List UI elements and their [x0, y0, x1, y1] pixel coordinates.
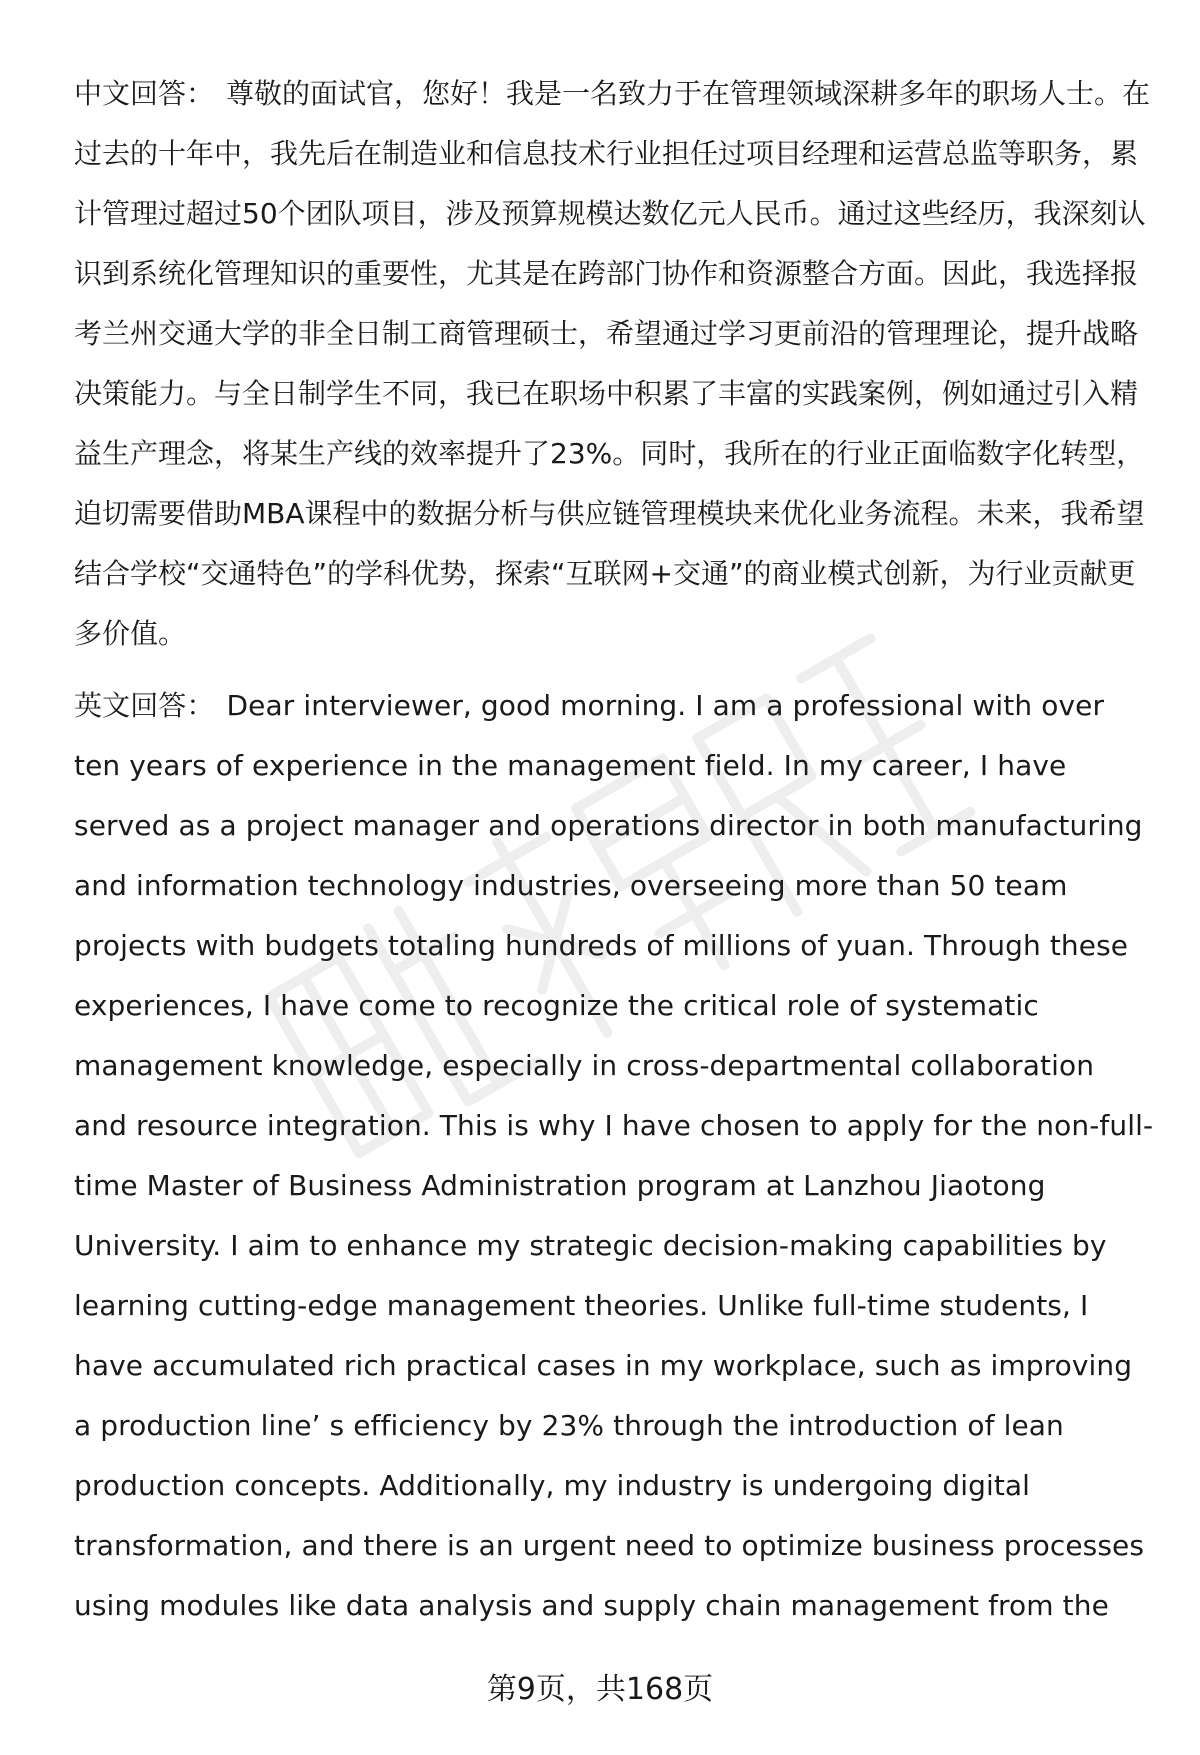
- chinese-answer-label: 中文回答：: [74, 77, 215, 110]
- english-answer-text: Dear interviewer, good morning. I am a professional with over ten years of experience in the management field. In my career, I have served as a project manager and operations director in both manufacturing and information technology industries, overseeing more than 50 team projects with budgets totaling hundreds of millions of yuan. Through these experiences, I have come to recognize the critical role of systematic management knowledge, especially in cross-departmental collaboration and resource integration. This is why I have chosen to apply for the non-full-time Master of Business Administration program at Lanzhou Jiaotong University. I aim to enhance my strategic decision-making capabilities by learning cutting-edge management theories. Unlike full-time students, I have accumulated rich practical cases in my workplace, such as improving a production line’ s efficiency by 23% through the introduction of lean production concepts. Additionally, my industry is undergoing digital transformation, and there is an urgent need to optimize business processes using modules like data analysis and supply chain management from the: [74, 689, 1154, 1622]
- chinese-answer-paragraph: [74, 64, 1154, 664]
- document-body: [74, 64, 1154, 1636]
- english-answer-paragraph: [74, 676, 1154, 1636]
- page-number-footer: 第9页，共168页: [486, 1672, 714, 1707]
- english-answer-label: 英文回答：: [74, 689, 215, 722]
- chinese-answer-text: 尊敬的面试官，您好！我是一名致力于在管理领域深耕多年的职场人士。在过去的十年中，我先后在制造业和信息技术行业担任过项目经理和运营总监等职务，累计管理过超过50个团队项目，涉及预算规模达数亿元人民币。通过这些经历，我深刻认识到系统化管理知识的重要性，尤其是在跨部门协作和资源整合方面。因此，我选择报考兰州交通大学的非全日制工商管理硕士，希望通过学习更前沿的管理理论，提升战略决策能力。与全日制学生不同，我已在职场中积累了丰富的实践案例，例如通过引入精益生产理念，将某生产线的效率提升了23%。同时，我所在的行业正面临数字化转型，迫切需要借助MBA课程中的数据分析与供应链管理模块来优化业务流程。未来，我希望结合学校“交通特色”的学科优势，探索“互联网+交通”的商业模式创新，为行业贡献更多价值。: [74, 77, 1151, 650]
